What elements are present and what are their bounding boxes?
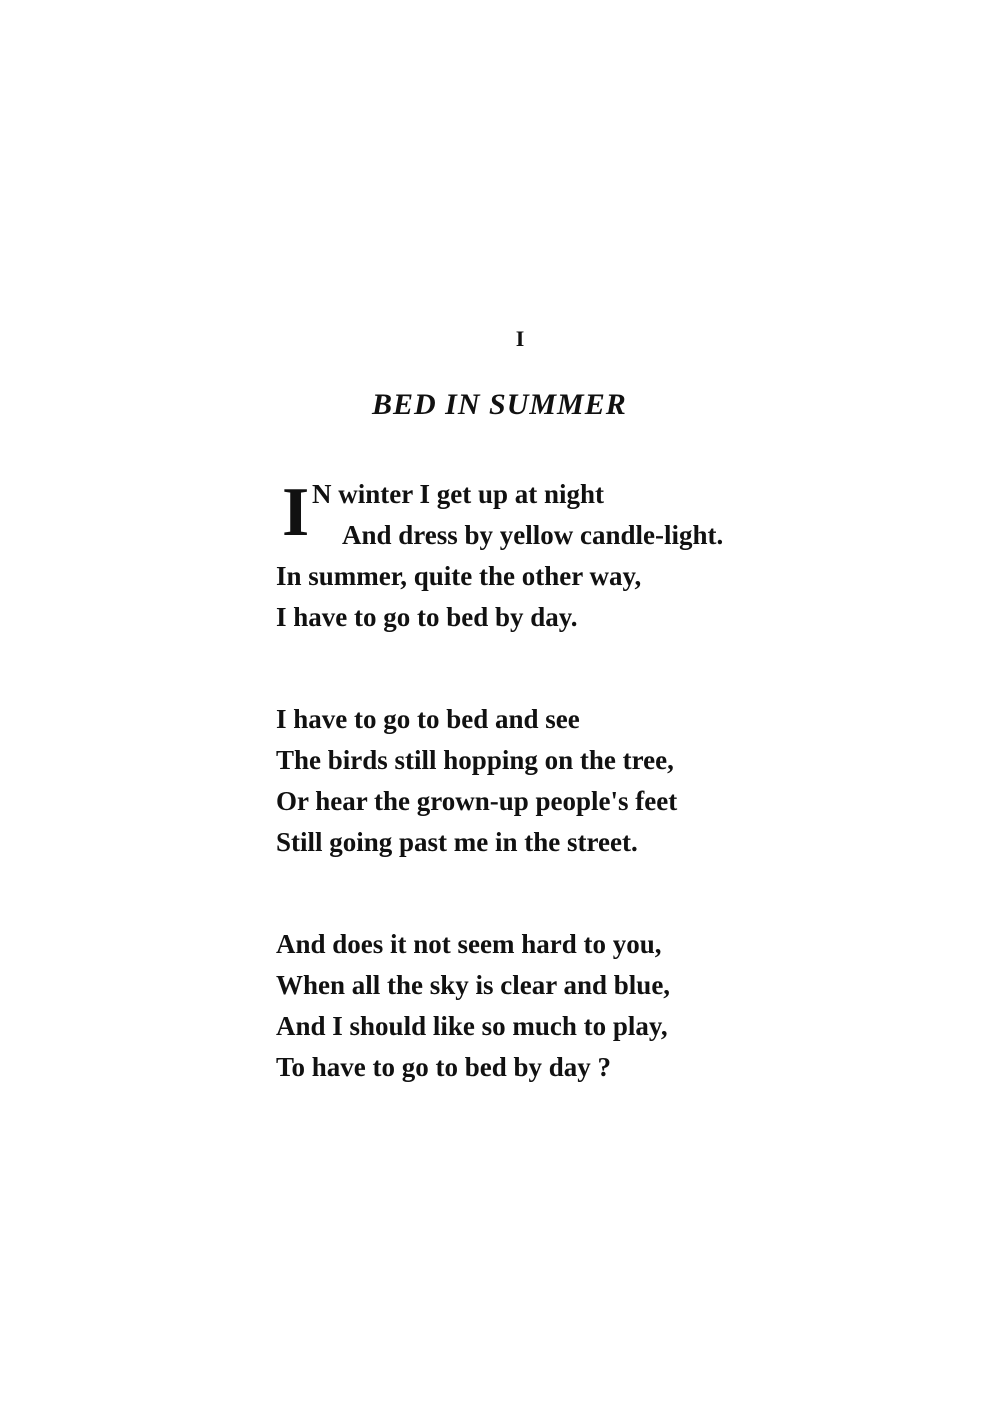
stanza-1 — [276, 474, 916, 638]
stanza-2 — [276, 699, 916, 863]
stanza-3 — [276, 924, 916, 1088]
poem-line: When all the sky is clear and blue, — [276, 970, 671, 1000]
stanza-divider — [276, 638, 916, 699]
poem-title: BED IN SUMMER — [372, 388, 627, 421]
poem-line: I have to go to bed by day. — [276, 602, 578, 632]
poem-line: I have to go to bed and see — [276, 704, 580, 734]
poem-line: To have to go to bed by day ? — [276, 1052, 612, 1082]
stanza-divider — [276, 863, 916, 924]
poem-line: And dress by yellow candle-light. — [342, 520, 724, 550]
poem-line: In summer, quite the other way, — [276, 561, 642, 591]
drop-cap: I — [282, 474, 310, 551]
poem-line: The birds still hopping on the tree, — [276, 745, 674, 775]
opening-lines — [276, 474, 916, 556]
poem-line: Still going past me in the street. — [276, 827, 638, 857]
poem-number: I — [515, 326, 525, 351]
poem-line: And does it not seem hard to you, — [276, 929, 662, 959]
poem-line: Or hear the grown-up people's feet — [276, 786, 678, 816]
poem-line: N winter I get up at night — [312, 479, 605, 509]
poem-line: And I should like so much to play, — [276, 1011, 668, 1041]
poem-body — [276, 474, 916, 1088]
